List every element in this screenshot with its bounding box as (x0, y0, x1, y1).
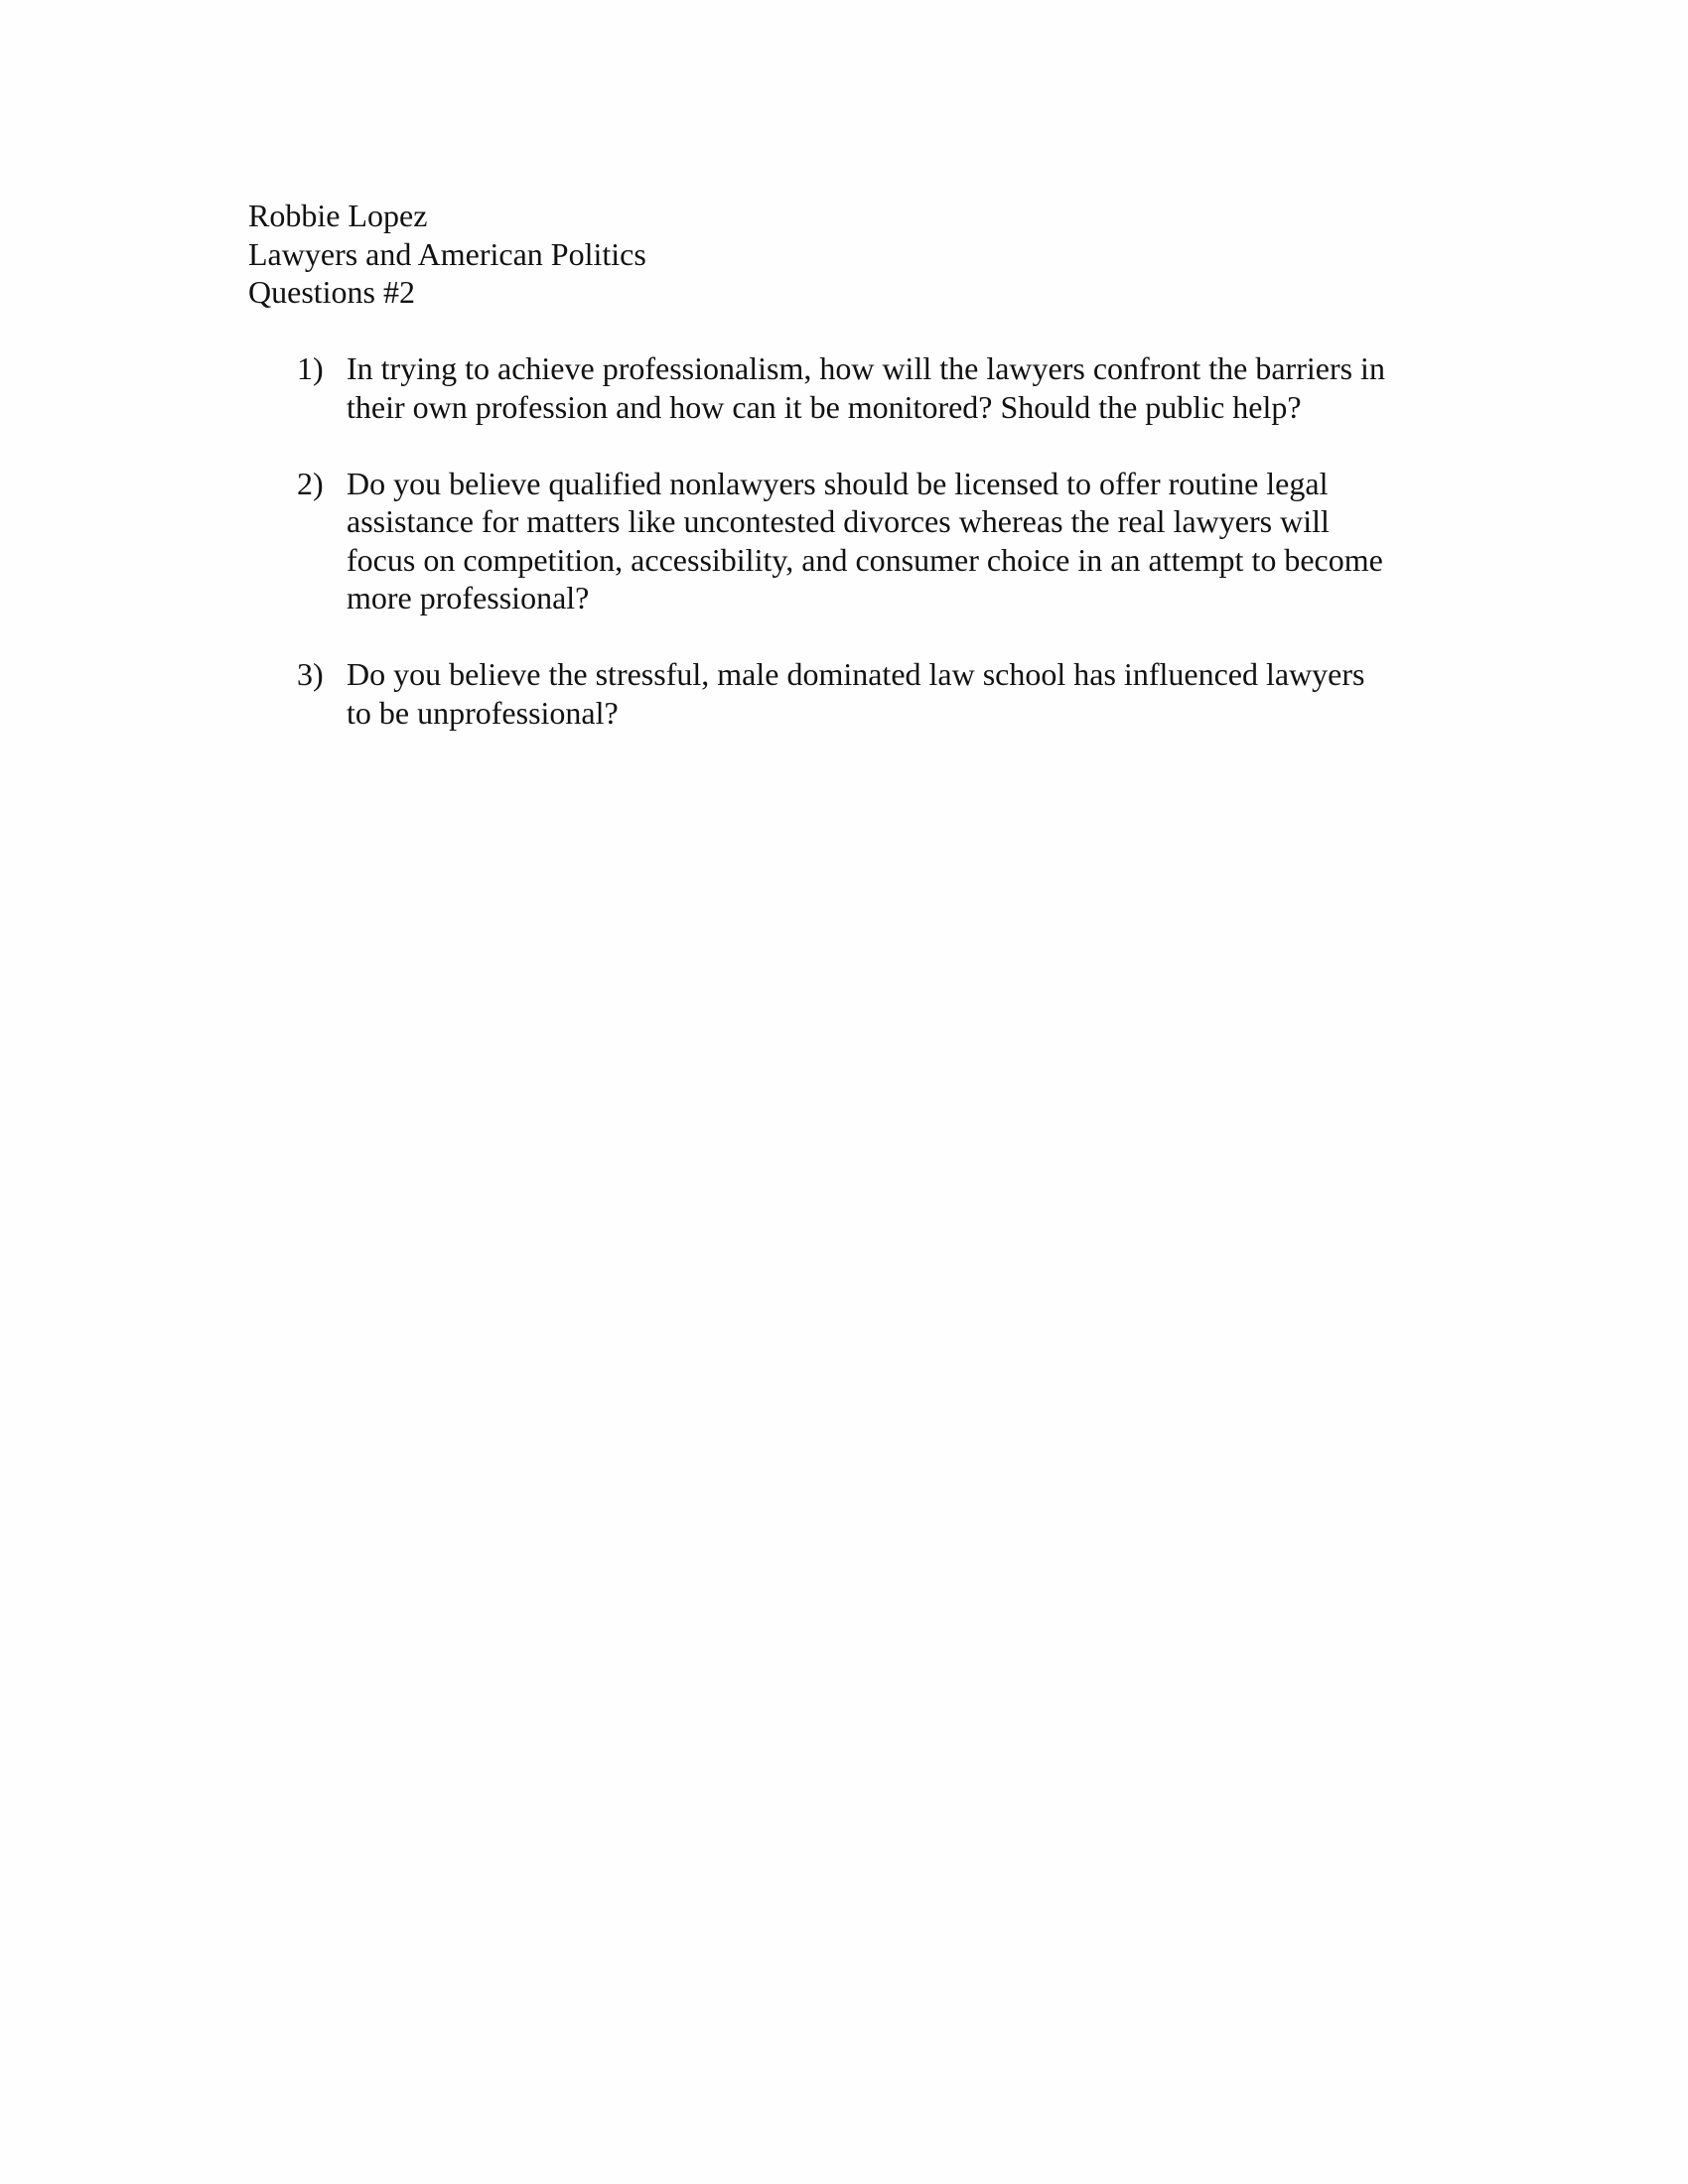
question-line: Do you believe the stressful, male dominated law school has influenced lawyers (347, 656, 1365, 692)
question-item (297, 349, 1449, 426)
question-line: In trying to achieve professionalism, how will the lawyers confront the barriers in (347, 350, 1385, 386)
question-text (347, 349, 1449, 426)
question-list (297, 349, 1449, 770)
question-item (297, 465, 1449, 617)
question-item (297, 655, 1449, 732)
document-header (248, 197, 1440, 312)
question-text (347, 465, 1449, 617)
author-name: Robbie Lopez (248, 198, 428, 233)
question-number: 3) (297, 656, 324, 692)
question-text (347, 655, 1449, 732)
question-line: more professional? (347, 580, 590, 615)
question-line: assistance for matters like uncontested divorces whereas the real lawyers will (347, 503, 1330, 539)
question-line: their own profession and how can it be monitored? Should the public help? (347, 388, 1302, 425)
assignment-title: Questions #2 (248, 274, 415, 310)
question-number: 1) (297, 350, 324, 386)
question-line: Do you believe qualified nonlawyers should be licensed to offer routine legal (347, 465, 1329, 501)
course-title: Lawyers and American Politics (248, 235, 646, 272)
question-line: to be unprofessional? (347, 694, 619, 731)
question-number: 2) (297, 465, 324, 501)
question-line: focus on competition, accessibility, and consumer choice in an attempt to become (347, 541, 1383, 578)
